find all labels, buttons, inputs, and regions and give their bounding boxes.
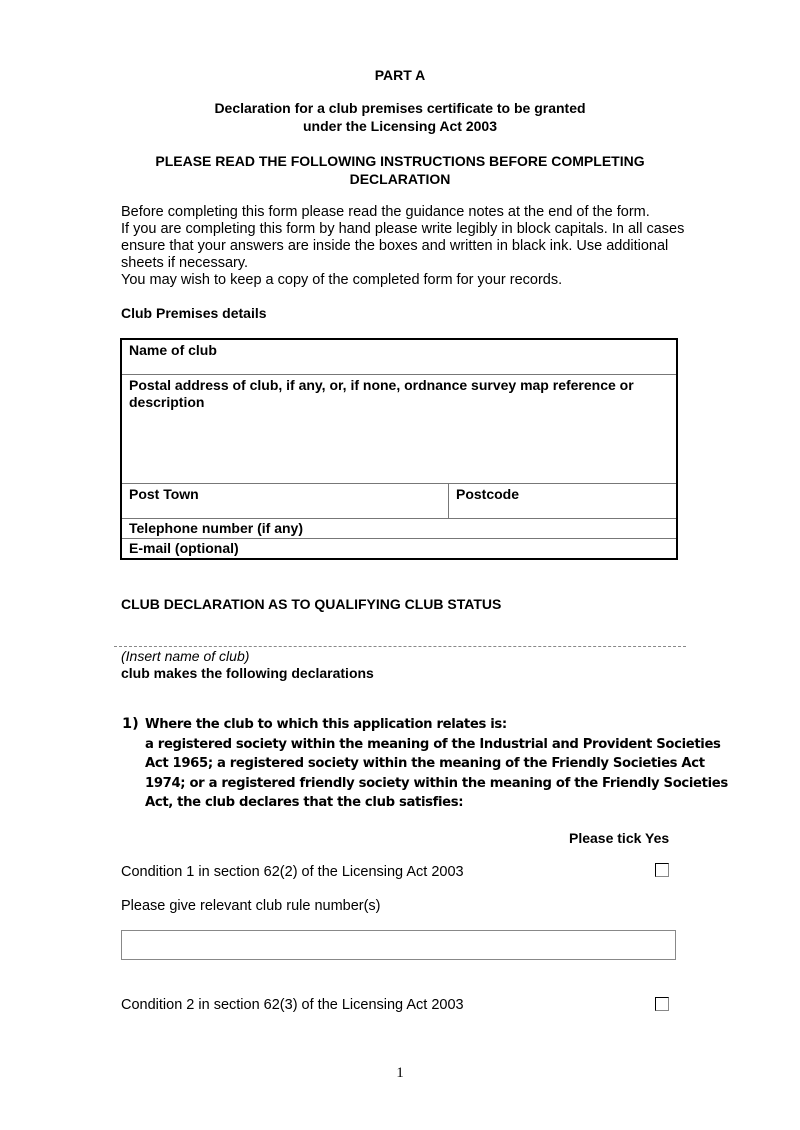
club-name-field[interactable] <box>121 339 677 375</box>
please-tick-yes-header: Please tick Yes <box>569 830 670 846</box>
instructions-text <box>121 204 701 289</box>
condition-1-label: Condition 1 in section 62(2) of the Licensing Act 2003 <box>121 864 464 880</box>
postal-address-label: Postal address of club, if any, or, if none, ordnance survey map reference or description <box>129 377 634 410</box>
post-town-label: Post Town <box>129 486 199 502</box>
club-premises-section-title: Club Premises details <box>121 305 267 321</box>
question-1-line: Where the club to which this application relates is: <box>145 717 507 732</box>
condition-2-label: Condition 2 in section 62(3) of the Licensing Act 2003 <box>121 997 464 1013</box>
instructions-heading-line2: DECLARATION <box>349 171 451 187</box>
declaration-title-line1: Declaration for a club premises certificate to be granted <box>214 100 586 116</box>
condition-2-checkbox[interactable] <box>655 997 669 1011</box>
page-number: 1 <box>396 1065 404 1081</box>
email-label: E-mail (optional) <box>129 540 239 556</box>
club-name-label: Name of club <box>129 342 217 358</box>
question-1-number: 1) <box>122 716 139 732</box>
declaration-title <box>0 99 800 135</box>
instructions-heading <box>0 152 800 188</box>
postcode-label: Postcode <box>456 486 520 502</box>
instruction-block-capitals: If you are completing this form by hand please write legibly in block capitals. In all cases ensure that your answers are inside the boxes and written in black ink. Use additional sheets if necessary. <box>121 221 685 271</box>
declaration-title-line2: under the Licensing Act 2003 <box>303 118 497 134</box>
question-1-line: Act, the club declares that the club satisfies: <box>145 795 464 810</box>
post-town-field[interactable] <box>121 484 449 519</box>
postal-address-field[interactable] <box>121 375 677 484</box>
rule-numbers-input[interactable] <box>121 930 676 960</box>
question-1-line: Act 1965; a registered society within the meaning of the Friendly Societies Act <box>145 756 705 771</box>
instructions-heading-line1: PLEASE READ THE FOLLOWING INSTRUCTIONS BEFORE COMPLETING <box>155 153 645 169</box>
question-1-line: a registered society within the meaning of the Industrial and Provident Societies <box>145 736 721 752</box>
question-1-line: 1974; or a registered friendly society within the meaning of the Friendly Societies <box>145 775 728 791</box>
condition-1-checkbox[interactable] <box>655 863 669 877</box>
telephone-label: Telephone number (if any) <box>129 520 303 536</box>
club-name-entry-line[interactable] <box>114 646 686 647</box>
telephone-field[interactable] <box>121 519 677 539</box>
insert-club-name-hint: (Insert name of club) <box>121 648 250 664</box>
postcode-field[interactable] <box>449 484 678 519</box>
makes-declarations-text: club makes the following declarations <box>121 665 374 681</box>
instruction-keep-copy: You may wish to keep a copy of the completed form for your records. <box>121 272 563 288</box>
rule-numbers-label: Please give relevant club rule number(s) <box>121 898 381 914</box>
instruction-guidance: Before completing this form please read the guidance notes at the end of the form. <box>121 204 650 220</box>
part-heading: PART A <box>374 67 426 83</box>
question-1-text <box>145 715 728 813</box>
club-declaration-title: CLUB DECLARATION AS TO QUALIFYING CLUB STATUS <box>121 596 502 612</box>
email-field[interactable] <box>121 539 677 560</box>
club-premises-table <box>120 338 678 560</box>
